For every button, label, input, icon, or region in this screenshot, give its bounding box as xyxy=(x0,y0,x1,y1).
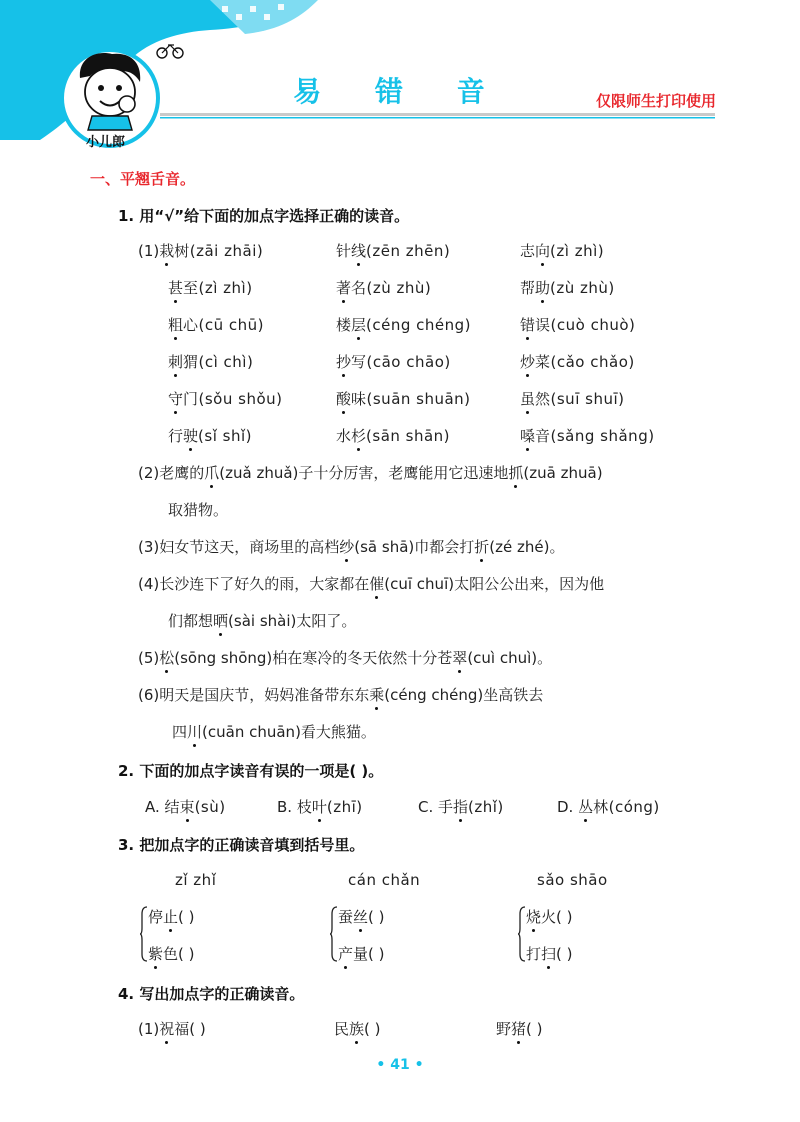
q1-item: 虽然(suī shuī) xyxy=(520,390,625,408)
q1-item: 守门(sǒu shǒu) xyxy=(168,390,283,408)
q1-sentence-6: (6)明天是国庆节，妈妈准备带东东乘(céng chéng)坐高铁去 xyxy=(138,686,544,704)
q1-sentence-4-cont: 们都想晒(sài shài)太阳了。 xyxy=(168,612,357,630)
q3-item: 产量( ) xyxy=(338,945,385,963)
q3-item: 打扫( ) xyxy=(526,945,573,963)
q1-sentence-4: (4)长沙连下了好久的雨，大家都在催(cuī chuī)太阳公公出来，因为他 xyxy=(138,575,605,593)
q3-item: 紫色( ) xyxy=(148,945,195,963)
q1-sentence-3: (3)妇女节这天，商场里的高档纱(sā shā)巾都会打折(zé zhé)。 xyxy=(138,538,565,556)
q1-item: 著名(zù zhù) xyxy=(336,279,432,297)
q3-item: 停止( ) xyxy=(148,908,195,926)
q1-sentence-6-cont: 四川(cuān chuān)看大熊猫。 xyxy=(172,723,376,741)
q3-pinyin-group-1: zǐ zhǐ xyxy=(175,871,217,889)
q1-item: 刺猬(cì chì) xyxy=(168,353,254,371)
q1-item: 志向(zì zhì) xyxy=(520,242,605,260)
q1-item: 抄写(cāo chāo) xyxy=(336,353,451,371)
page-number: • 41 • xyxy=(376,1057,424,1073)
usage-notice: 仅限师生打印使用 xyxy=(595,92,716,110)
q1-item: 炒菜(cǎo chǎo) xyxy=(520,353,635,371)
section-heading: 一、平翘舌音。 xyxy=(90,170,196,188)
q4-item: 民族( ) xyxy=(334,1020,381,1038)
q4-item: (1)祝福( ) xyxy=(138,1020,206,1038)
q1-item: 水杉(sān shān) xyxy=(336,427,451,445)
q1-item: 粗心(cū chū) xyxy=(168,316,265,334)
q1-item: 帮助(zù zhù) xyxy=(520,279,615,297)
q1-sentence-2-cont: 取猎物。 xyxy=(168,501,229,519)
brace-icon xyxy=(330,906,338,962)
q1-item: 错误(cuò chuò) xyxy=(520,316,636,334)
brace-icon xyxy=(140,906,148,962)
q1-item: 甚至(zì zhì) xyxy=(168,279,253,297)
q2-option-d: D. 丛林(cóng) xyxy=(557,798,660,816)
q1-item: 酸味(suān shuān) xyxy=(336,390,471,408)
q3-item: 蚕丝( ) xyxy=(338,908,385,926)
q1-sentence-5: (5)松(sōng shōng)柏在寒冷的冬天依然十分苍翠(cuì chuì)。 xyxy=(138,649,553,667)
q1-item: 行驶(sǐ shǐ) xyxy=(168,427,252,445)
question-4-prompt: 4. 写出加点字的正确读音。 xyxy=(118,985,305,1003)
q1-item: 针线(zēn zhēn) xyxy=(336,242,451,260)
q1-item: 楼层(céng chéng) xyxy=(336,316,472,334)
mascot-label: 小儿郎 xyxy=(86,135,126,150)
q1-item: 嗓音(sǎng shǎng) xyxy=(520,427,655,445)
q3-item: 烧火( ) xyxy=(526,908,573,926)
q2-option-c: C. 手指(zhǐ) xyxy=(418,798,504,816)
q3-pinyin-group-3: sǎo shāo xyxy=(537,871,608,889)
q1-sentence-2: (2)老鹰的爪(zuǎ zhuǎ)子十分厉害，老鹰能用它迅速地抓(zuā zhuā) xyxy=(138,464,603,482)
question-3-prompt: 3. 把加点字的正确读音填到括号里。 xyxy=(118,836,365,854)
q3-pinyin-group-2: cán chǎn xyxy=(348,871,421,889)
brace-icon xyxy=(518,906,526,962)
q2-option-b: B. 枝叶(zhī) xyxy=(277,798,363,816)
page-title: 易 错 音 xyxy=(293,75,507,108)
question-2-prompt: 2. 下面的加点字读音有误的一项是( )。 xyxy=(118,762,384,780)
question-1-prompt: 1. 用“√”给下面的加点字选择正确的读音。 xyxy=(118,207,410,225)
q4-item: 野猪( ) xyxy=(496,1020,543,1038)
q2-option-a: A. 结束(sù) xyxy=(145,798,226,816)
q1-item: (1)栽树(zāi zhāi) xyxy=(138,242,264,260)
